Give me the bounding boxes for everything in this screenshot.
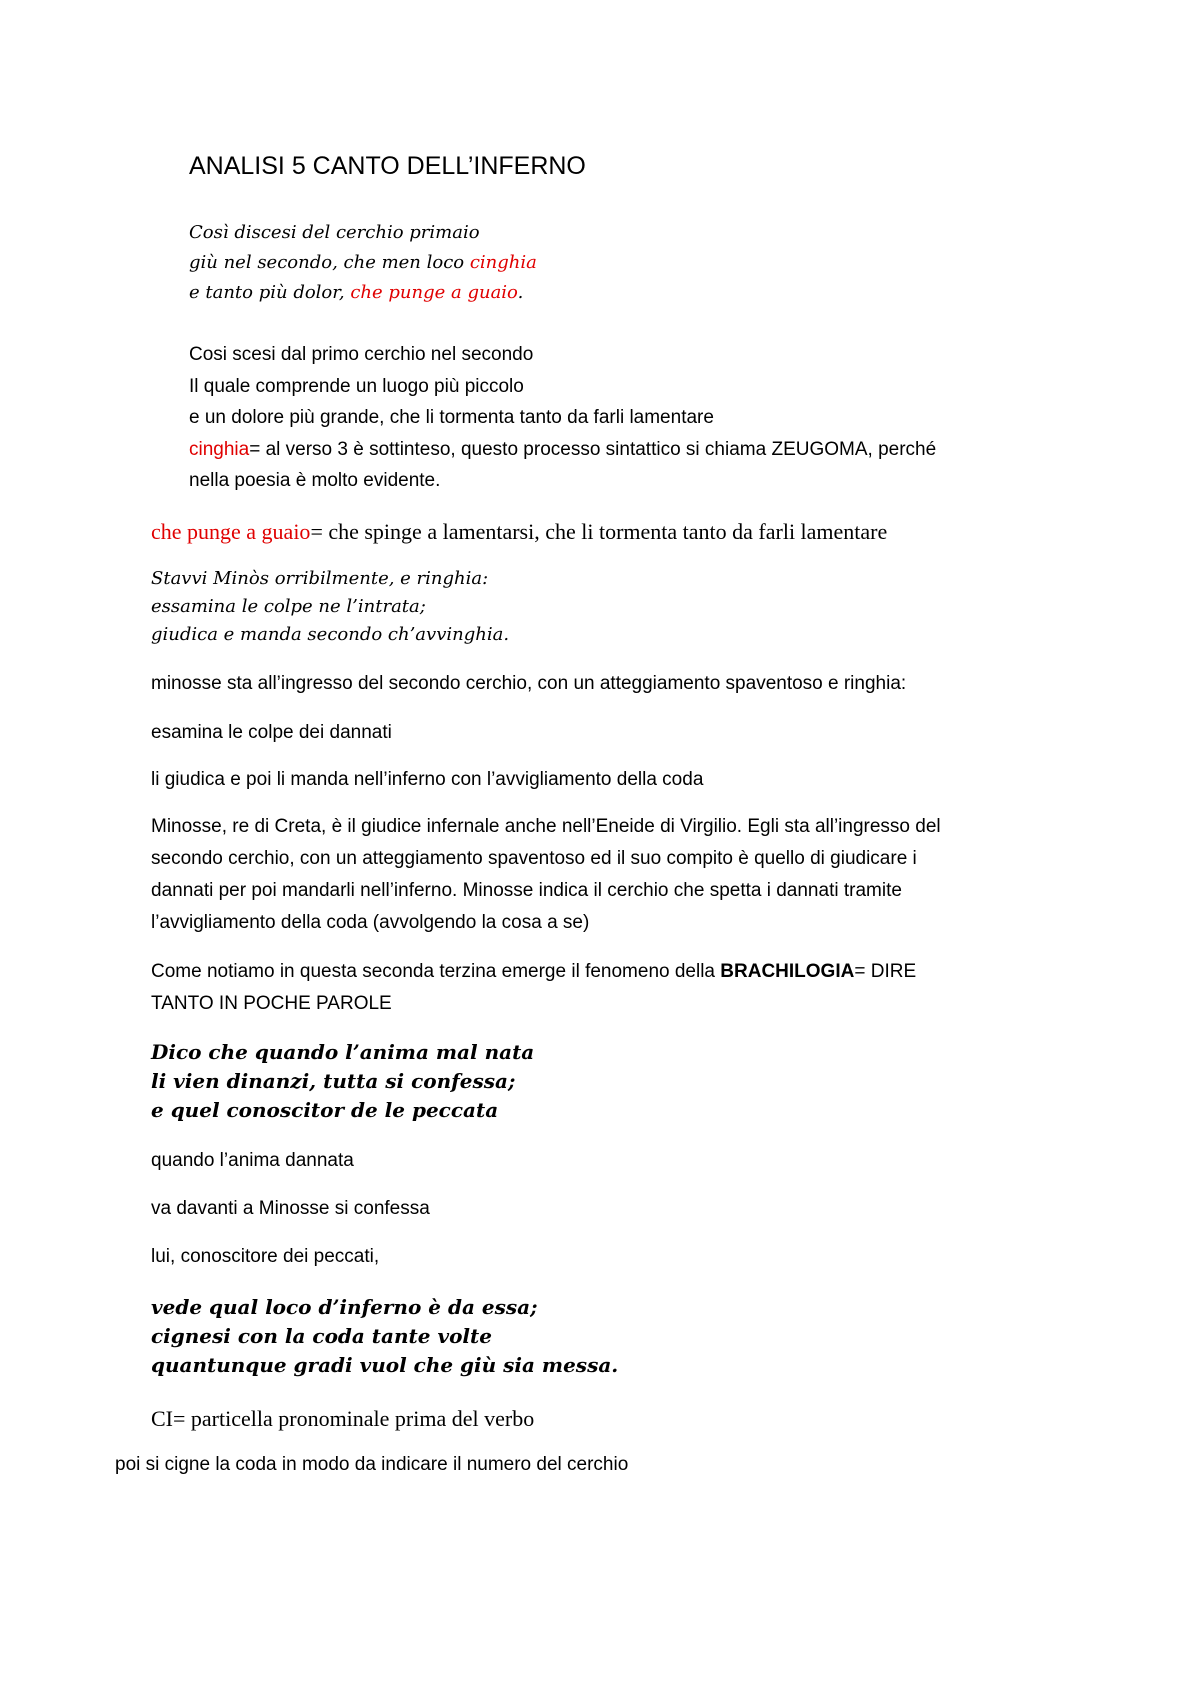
note-term: cinghia [189, 439, 250, 460]
verse-line: cignesi con la coda tante volte [151, 1324, 492, 1348]
comment-line: Minosse, re di Creta, è il giudice infernale anche nell’Eneide di Virgilio. Egli sta all’ingresso del [151, 816, 941, 837]
paraphrase-line: li giudica e poi li manda nell’inferno con l’avvigliamento della coda [151, 769, 704, 790]
paraphrase-line: esamina le colpe dei dannati [151, 722, 392, 743]
verse-line: giudica e manda secondo ch’avvinghia. [151, 624, 510, 645]
verse-line: quantunque gradi vuol che giù sia messa. [151, 1353, 619, 1377]
verse-line: li vien dinanzi, tutta si confessa; [151, 1069, 516, 1093]
verse-text: e tanto più dolor, [189, 282, 351, 303]
verse-line: Dico che quando l’anima mal nata [151, 1040, 535, 1064]
gloss-che-punge [151, 519, 887, 545]
gloss-term: che punge a guaio [151, 519, 311, 544]
verse-text: . [517, 282, 524, 303]
verse-line: e quel conoscitor de le peccata [151, 1098, 499, 1122]
zeugma-note [189, 439, 936, 461]
verse-line [189, 252, 537, 273]
paraphrase-line: e un dolore più grande, che li tormenta tanto da farli lamentare [189, 407, 714, 428]
paraphrase-line: quando l’anima dannata [151, 1150, 354, 1171]
highlight-cinghia: cinghia [469, 252, 537, 273]
gloss-text: = che spinge a lamentarsi, che li tormenta tanto da farli lamentare [310, 519, 888, 544]
comment-line: dannati per poi mandarli nell’inferno. Minosse indica il cerchio che spetta i dannati tramite [151, 880, 902, 901]
page-title: ANALISI 5 CANTO DELL’INFERNO [189, 152, 586, 180]
note-suffix: = DIRE [854, 961, 917, 982]
verse-line: vede qual loco d’inferno è da essa; [151, 1295, 538, 1319]
verse-line: Stavvi Minòs orribilmente, e ringhia: [151, 568, 489, 589]
paraphrase-line: nella poesia è molto evidente. [189, 470, 441, 491]
nota-finale: poi si cigne la coda in modo da indicare il numero del cerchio [115, 1454, 629, 1475]
brachilogia-term: BRACHILOGIA [720, 961, 855, 982]
brachilogia-line2: TANTO IN POCHE PAROLE [151, 993, 392, 1014]
comment-line: secondo cerchio, con un atteggiamento spaventoso ed il suo compito è quello di giudicare i [151, 848, 917, 869]
paraphrase-line: Cosi scesi dal primo cerchio nel secondo [189, 344, 534, 365]
brachilogia-note [151, 961, 916, 983]
verse-line: Così discesi del cerchio primaio [189, 222, 480, 243]
paraphrase-line: va davanti a Minosse si confessa [151, 1198, 430, 1219]
note-text: = al verso 3 è sottinteso, questo processo sintattico si chiama ZEUGOMA, perché [249, 439, 937, 460]
paraphrase-line: Il quale comprende un luogo più piccolo [189, 376, 524, 397]
verse-line [189, 282, 523, 303]
nota-ci: CI= particella pronominale prima del verbo [151, 1406, 535, 1431]
comment-line: l’avvigliamento della coda (avvolgendo la cosa a se) [151, 912, 590, 933]
note-prefix: Come notiamo in questa seconda terzina emerge il fenomeno della [151, 961, 721, 982]
paraphrase-line: minosse sta all’ingresso del secondo cerchio, con un atteggiamento spaventoso e ringhia: [151, 673, 907, 694]
paraphrase-line: lui, conoscitore dei peccati, [151, 1246, 380, 1267]
highlight-che-punge: che punge a guaio [350, 282, 518, 303]
verse-text: giù nel secondo, che men loco [189, 252, 470, 273]
verse-line: essamina le colpe ne l’intrata; [151, 596, 426, 617]
